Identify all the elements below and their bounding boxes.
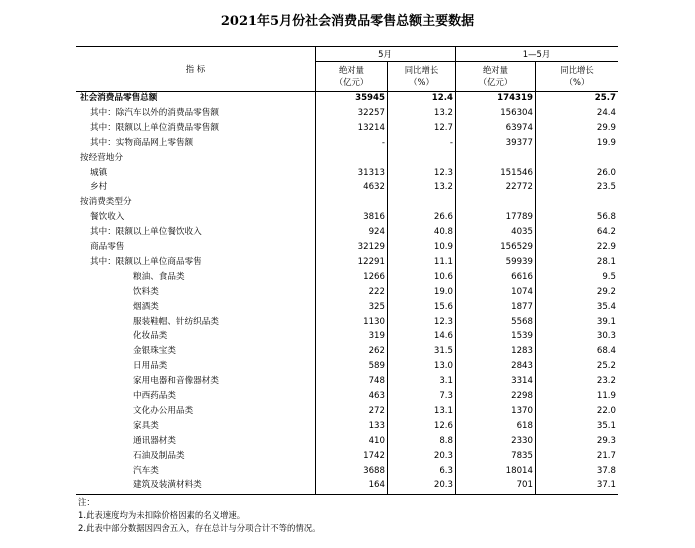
cell-month-growth: 3.1 [439,376,453,387]
cell-month-growth: 20.3 [433,450,453,461]
cell-month-growth: 10.9 [433,242,453,252]
row-label: 按经营地分 [80,152,123,163]
cell-cumulative-growth: 64.2 [596,227,616,238]
cell-cumulative-growth: 21.7 [596,450,616,461]
cell-cumulative-absolute: 1074 [511,286,533,297]
row-label: 饮料类 [133,286,159,297]
cell-month-growth: 14.6 [433,331,453,342]
cell-month-growth: 13.2 [433,107,453,118]
row-label: 其中：限额以上单位餐饮收入 [90,227,202,238]
cell-month-absolute: 1266 [363,271,385,282]
cell-cumulative-absolute: 7835 [511,450,533,461]
cell-cumulative-growth: 11.9 [596,391,616,401]
row-label: 文化办公用品类 [133,405,194,416]
cell-month-absolute: 3816 [363,212,385,223]
cell-month-growth: 13.1 [433,405,453,416]
cell-cumulative-growth: 25.2 [596,361,616,372]
cell-cumulative-absolute: 156529 [500,242,533,252]
cell-cumulative-growth: 30.3 [596,331,616,342]
note-1: 1.此表速度均为未扣除价格因素的名义增速。 [78,510,246,520]
cell-cumulative-growth: 28.1 [596,256,616,267]
cell-cumulative-growth: 23.2 [596,376,616,387]
cell-cumulative-growth: 19.9 [596,137,616,148]
cell-month-absolute: 589 [368,361,385,372]
cell-cumulative-growth: 22.0 [596,405,616,416]
header-sub-rule [315,61,618,62]
cell-cumulative-absolute: 18014 [505,465,533,476]
cell-month-growth: 11.1 [433,256,453,267]
cell-month-absolute: 32129 [357,242,385,252]
row-label: 按消费类型分 [80,197,132,208]
cell-cumulative-growth: 29.2 [596,286,616,297]
cell-month-growth: 7.3 [439,391,453,401]
cell-month-growth: 6.3 [439,465,453,476]
col-divider-period [455,46,456,494]
cell-month-absolute: 463 [368,391,385,401]
row-label: 日用品类 [133,361,168,372]
cell-cumulative-absolute: 2298 [511,391,533,401]
row-label: 汽车类 [133,465,159,476]
cell-month-absolute: 32257 [357,107,385,118]
cell-month-absolute: 164 [368,480,385,491]
cell-cumulative-growth: 26.0 [596,167,616,178]
header-growth-cumulative: 同比增长 [560,65,594,75]
cell-cumulative-growth: 29.9 [596,122,616,133]
cell-month-growth: 13.2 [433,182,453,193]
cell-month-growth: 10.6 [433,271,453,282]
cell-cumulative-absolute: 1283 [511,346,533,357]
cell-month-absolute: 1742 [363,450,385,461]
cell-month-growth: 20.3 [433,480,453,491]
cell-cumulative-absolute: 5568 [511,316,533,327]
table-top-rule [76,46,618,47]
cell-cumulative-absolute: 151546 [500,167,533,178]
cell-cumulative-absolute: 2843 [511,361,533,372]
cell-cumulative-absolute: 6616 [511,271,533,282]
row-label: 石油及制品类 [133,450,185,461]
row-label: 其中：限额以上单位消费品零售额 [90,122,219,133]
row-label: 乡村 [90,182,108,193]
cell-cumulative-absolute: 39377 [505,137,533,148]
table-title: 2021年5月份社会消费品零售总额主要数据 [220,14,475,29]
cell-cumulative-growth: 56.8 [596,212,616,223]
cell-month-absolute: 272 [368,405,385,416]
cell-month-growth: 12.3 [433,316,453,327]
cell-month-absolute: 3688 [363,465,385,476]
row-label: 金银珠宝类 [133,346,176,357]
cell-cumulative-growth: 37.1 [596,480,616,491]
cell-month-absolute: 35945 [355,93,385,103]
row-label: 餐饮收入 [90,212,125,223]
cell-cumulative-growth: 35.4 [596,301,616,312]
cell-cumulative-absolute: 156304 [500,107,533,118]
table-bottom-rule [76,494,618,495]
cell-cumulative-absolute: 2330 [511,435,533,446]
cell-month-absolute: 410 [368,435,385,446]
cell-month-absolute: 222 [368,286,385,297]
row-label: 家用电器和音像器材类 [133,376,219,387]
header-growth-month-unit: （%） [409,77,434,87]
cell-month-absolute: 13214 [357,122,385,133]
cell-month-absolute: 924 [368,227,385,238]
row-label: 通讯器材类 [133,435,176,446]
row-label: 商品零售 [90,242,125,252]
cell-cumulative-growth: 23.5 [596,182,616,193]
row-label: 烟酒类 [133,301,159,312]
cell-cumulative-absolute: 22772 [505,182,533,193]
cell-month-absolute: 325 [368,301,385,312]
cell-cumulative-growth: 29.3 [596,435,616,446]
row-label: 服装鞋帽、针纺织品类 [133,316,219,327]
row-label: 家具类 [133,420,159,431]
cell-month-growth: 12.4 [431,93,453,103]
header-abs-cumulative: 绝对量 [482,65,509,75]
row-label: 其中：限额以上单位商品零售 [90,256,202,267]
cell-month-absolute: 4632 [363,182,385,193]
cell-cumulative-absolute: 3314 [511,376,533,387]
cell-cumulative-absolute: 701 [516,480,533,491]
header-growth-month: 同比增长 [404,65,439,75]
row-label: 粮油、食品类 [133,271,185,282]
cell-cumulative-growth: 39.1 [596,316,616,327]
cell-month-growth: 15.6 [433,301,453,312]
cell-cumulative-growth: 37.8 [596,465,616,476]
cell-cumulative-growth: 24.4 [596,107,616,118]
cell-cumulative-absolute: 4035 [511,227,533,238]
row-label: 建筑及装潢材料类 [133,480,202,491]
header-abs-cumulative-unit: （亿元） [478,77,513,87]
table-notes [78,496,321,535]
cell-month-growth: 19.0 [433,286,453,297]
cell-cumulative-absolute: 1877 [511,301,533,312]
header-period-month: 5月 [378,49,392,59]
header-bottom-rule [76,91,618,92]
cell-cumulative-absolute: 63974 [505,122,533,133]
cell-month-growth: 26.6 [433,212,453,223]
header-abs-month: 绝对量 [338,65,365,75]
cell-month-absolute: 262 [368,346,385,357]
notes-heading: 注： [78,497,95,507]
row-label: 社会消费品零售总额 [80,93,158,103]
cell-month-absolute: 31313 [357,167,385,178]
header-growth-cumulative-unit: （%） [564,77,590,87]
cell-month-growth: 40.8 [433,227,453,238]
cell-month-absolute: 133 [368,420,385,431]
cell-cumulative-growth: 25.7 [594,93,616,103]
row-label: 城镇 [90,167,108,178]
col-divider-cum-growth [535,61,536,494]
cell-month-growth: - [449,137,453,148]
cell-cumulative-growth: 22.9 [596,242,616,252]
cell-month-growth: 12.7 [433,122,453,133]
cell-month-absolute: 1130 [363,316,385,327]
header-indicator: 指 标 [185,64,206,74]
cell-cumulative-absolute: 174319 [497,93,533,103]
cell-month-growth: 8.8 [439,435,453,446]
cell-month-growth: 13.0 [433,361,453,372]
cell-month-absolute: 12291 [357,256,385,267]
row-label: 其中：实物商品网上零售额 [90,137,194,148]
cell-month-growth: 12.3 [433,167,453,178]
cell-cumulative-growth: 68.4 [596,346,616,357]
cell-month-absolute: 748 [368,376,385,387]
cell-cumulative-growth: 9.5 [602,271,616,282]
cell-month-absolute: 319 [368,331,385,342]
cell-cumulative-absolute: 1370 [511,405,533,416]
note-2: 2.此表中部分数据因四舍五入，存在总计与分项合计不等的情况。 [78,523,321,533]
cell-month-absolute: - [381,137,385,148]
cell-month-growth: 31.5 [433,346,453,357]
cell-cumulative-absolute: 59939 [505,256,533,267]
header-period-cumulative: 1—5月 [522,49,551,59]
cell-month-growth: 12.6 [433,420,453,431]
row-label: 中西药品类 [133,391,176,401]
cell-cumulative-absolute: 1539 [511,331,533,342]
row-label: 其中：除汽车以外的消费品零售额 [90,107,219,118]
row-label: 化妆品类 [133,331,168,342]
header-abs-month-unit: （亿元） [334,77,369,87]
cell-cumulative-growth: 35.1 [596,420,616,431]
cell-cumulative-absolute: 618 [516,420,533,431]
cell-cumulative-absolute: 17789 [505,212,533,223]
